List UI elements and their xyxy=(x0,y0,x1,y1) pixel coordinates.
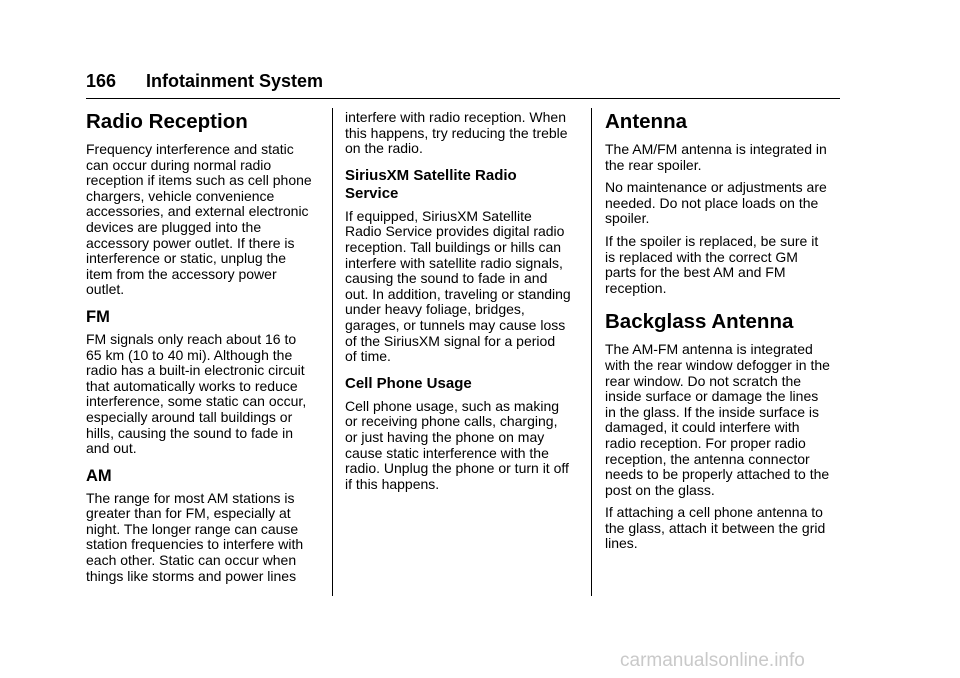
text-line: each other. Static can occur when xyxy=(86,552,297,569)
text-line: accessories, and external electronic xyxy=(86,203,309,220)
text-line: things like storms and power lines xyxy=(86,567,297,584)
text-line: Frequency interference and static xyxy=(86,141,294,157)
text-line: the glass, attach it between the grid xyxy=(605,519,826,536)
text-line: Radio Service provides digital radio xyxy=(345,223,565,240)
text-line: radio. Unplug the phone or turn it off xyxy=(345,460,569,477)
paragraph-antenna-1 xyxy=(605,142,845,173)
text-line: in the glass. If the inside surface is xyxy=(605,403,819,420)
watermark: carmanualsonline.info xyxy=(620,650,805,671)
text-line: parts for the best AM and FM xyxy=(605,264,786,281)
heading-am: AM xyxy=(86,466,112,485)
text-line: reception, the antenna connector xyxy=(605,450,810,467)
text-line: reception if items such as cell phone xyxy=(86,172,312,189)
text-line: this happens, try reducing the treble xyxy=(345,124,568,141)
text-line: greater than for FM, especially at xyxy=(86,505,291,522)
paragraph-antenna-2 xyxy=(605,180,845,227)
text-line: SiriusXM Satellite Radio xyxy=(345,166,517,184)
heading-siriusxm xyxy=(345,167,585,203)
text-line: especially around tall buildings or xyxy=(86,408,293,425)
paragraph-backglass-1 xyxy=(605,342,845,498)
text-line: needed. Do not place loads on the xyxy=(605,194,819,211)
paragraph-am-continued xyxy=(345,110,585,157)
column-1 xyxy=(86,110,326,591)
text-line: chargers, vehicle convenience xyxy=(86,187,275,204)
text-line: inside surface or damage the lines xyxy=(605,388,819,405)
column-divider-2 xyxy=(591,108,592,596)
text-line: outlet. xyxy=(86,281,125,298)
text-line: if this happens. xyxy=(345,475,440,492)
text-line: devices are plugged into the xyxy=(86,218,262,235)
heading-fm: FM xyxy=(86,307,110,326)
section-title: Infotainment System xyxy=(146,71,324,91)
header-rule xyxy=(86,98,840,99)
text-line: lines. xyxy=(605,535,638,552)
text-line: station frequencies to interfere with xyxy=(86,536,304,553)
page-header xyxy=(86,71,840,99)
text-line: The AM/FM antenna is integrated in xyxy=(605,141,827,157)
text-line: interference, some static can occur, xyxy=(86,393,307,410)
paragraph-siriusxm xyxy=(345,209,585,365)
text-line: on the radio. xyxy=(345,140,423,157)
text-line: interfere with satellite radio signals, xyxy=(345,254,563,271)
text-line: that automatically works to reduce xyxy=(86,377,298,394)
heading-antenna: Antenna xyxy=(605,110,687,133)
text-line: the rear spoiler. xyxy=(605,156,702,173)
text-line: If the spoiler is replaced, be sure it xyxy=(605,232,819,249)
text-line: radio reception. For proper radio xyxy=(605,434,806,451)
text-line: reception. xyxy=(605,279,667,296)
paragraph-cell-phone-usage xyxy=(345,399,585,493)
text-line: radio has a built-in electronic circuit xyxy=(86,362,305,379)
heading-backglass-antenna: Backglass Antenna xyxy=(605,310,794,334)
paragraph-fm xyxy=(86,332,326,457)
paragraph-backglass-2 xyxy=(605,505,845,552)
page-number: 166 xyxy=(86,71,117,91)
text-line: garages, or tunnels may cause loss xyxy=(345,316,566,333)
paragraph-antenna-3 xyxy=(605,234,845,296)
text-line: of the SiriusXM signal for a period xyxy=(345,332,556,349)
text-line: FM signals only reach about 16 to xyxy=(86,330,297,347)
text-line: Service xyxy=(345,184,399,202)
text-line: hills, causing the sound to fade in xyxy=(86,424,294,441)
text-line: needs to be properly attached to the xyxy=(605,466,830,483)
text-line: can occur during normal radio xyxy=(86,156,272,173)
text-line: is replaced with the correct GM xyxy=(605,248,798,265)
text-line: If equipped, SiriusXM Satellite xyxy=(345,207,532,224)
heading-cell-phone-usage: Cell Phone Usage xyxy=(345,374,472,392)
heading-radio-reception: Radio Reception xyxy=(86,110,248,133)
text-line: under heavy foliage, bridges, xyxy=(345,301,525,318)
text-line: night. The longer range can cause xyxy=(86,520,299,537)
paragraph-radio-reception xyxy=(86,142,326,298)
text-line: rear window. Do not scratch the xyxy=(605,372,802,389)
text-line: item from the accessory power xyxy=(86,265,277,282)
text-line: interfere with radio reception. When xyxy=(345,109,566,125)
text-line: or just having the phone on may xyxy=(345,428,545,445)
column-3 xyxy=(605,110,845,559)
text-line: causing the sound to fade in and xyxy=(345,270,548,287)
text-line: of time. xyxy=(345,348,391,365)
text-line: out. In addition, traveling or standing xyxy=(345,285,571,302)
text-line: damaged, it could interfere with xyxy=(605,419,800,436)
paragraph-am xyxy=(86,491,326,585)
text-line: The AM-FM antenna is integrated xyxy=(605,341,813,358)
text-line: Cell phone usage, such as making xyxy=(345,397,560,414)
text-line: interference or static, unplug the xyxy=(86,250,287,267)
text-line: The range for most AM stations is xyxy=(86,489,295,506)
text-line: or receiving phone calls, charging, xyxy=(345,413,558,430)
text-line: and out. xyxy=(86,440,137,457)
text-line: spoiler. xyxy=(605,210,650,227)
text-line: reception. Tall buildings or hills can xyxy=(345,238,562,255)
text-line: 65 km (10 to 40 mi). Although the xyxy=(86,346,293,363)
column-2 xyxy=(345,110,585,499)
column-divider-1 xyxy=(332,108,333,596)
text-line: No maintenance or adjustments are xyxy=(605,179,827,196)
text-line: with the rear window defogger in the xyxy=(605,356,830,373)
text-line: cause static interference with the xyxy=(345,444,549,461)
text-line: accessory power outlet. If there is xyxy=(86,234,295,251)
text-line: post on the glass. xyxy=(605,481,715,498)
text-line: If attaching a cell phone antenna to xyxy=(605,504,823,521)
